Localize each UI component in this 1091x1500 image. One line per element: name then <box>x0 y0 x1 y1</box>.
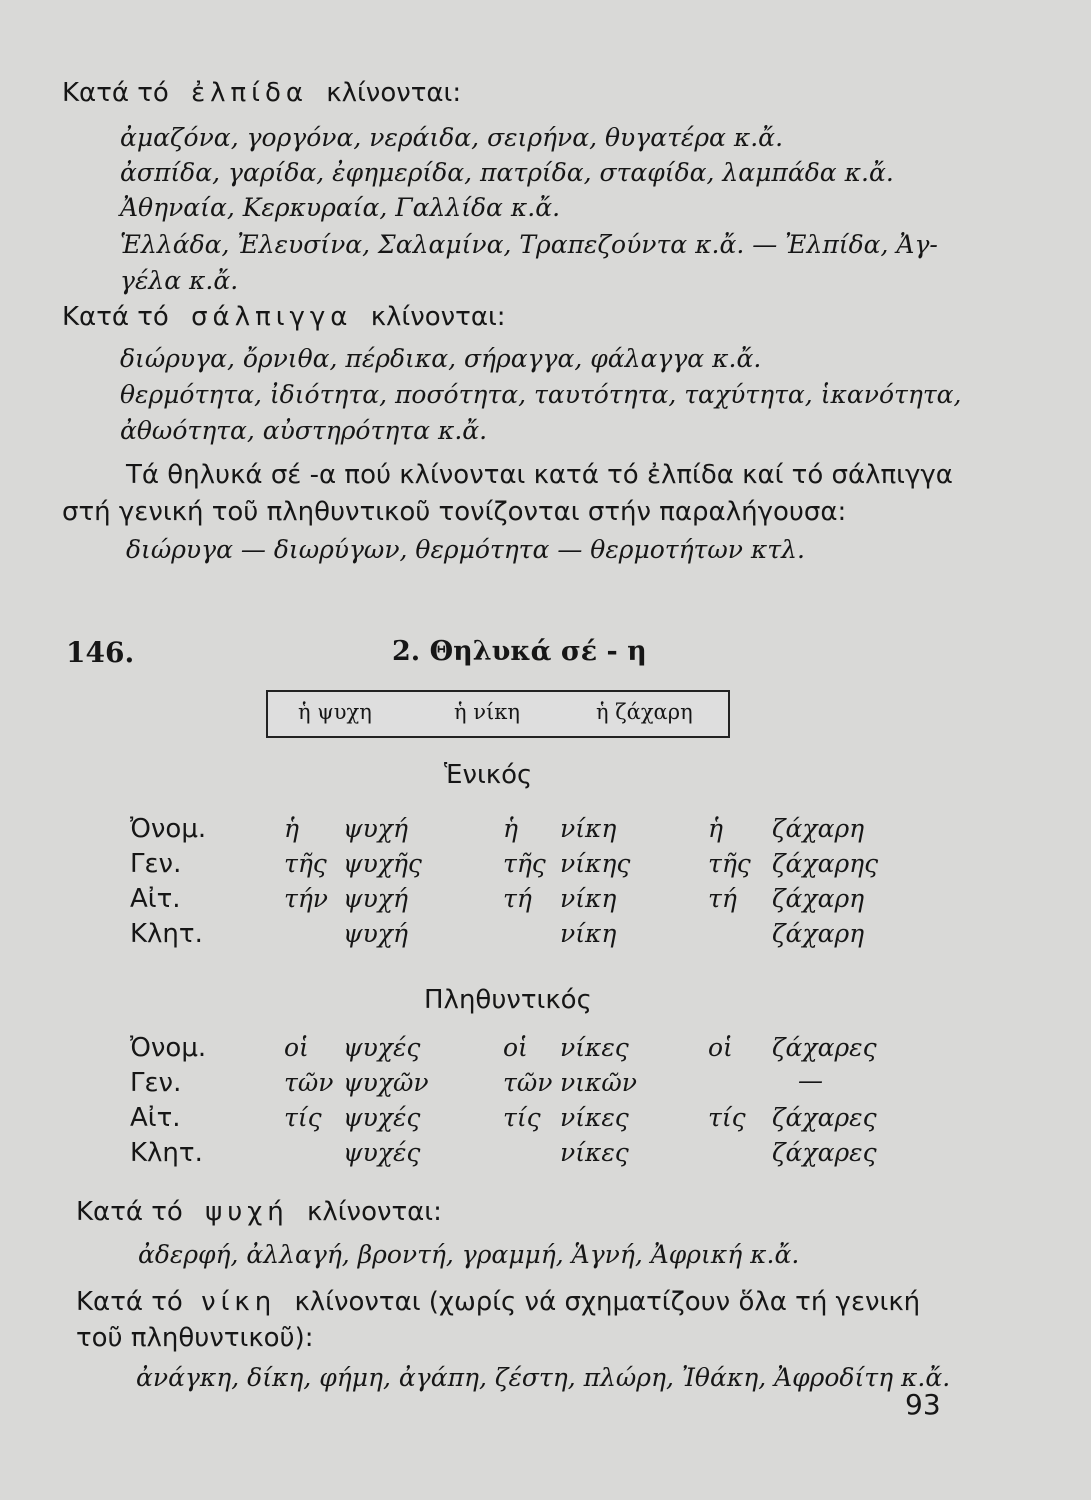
intro-text: κλίνονται: <box>326 78 462 108</box>
word-form: ζάχαρης <box>772 849 879 878</box>
intro-text: Κατά τό <box>62 302 169 332</box>
word-form: ζάχαρη <box>772 814 865 843</box>
rule-example: διώρυγα — διωρύγων, θερμότητα — θερμοτήτων κτλ. <box>126 535 805 564</box>
word-form: ψυχές <box>343 1103 421 1132</box>
plural-header: Πληθυντικός <box>424 985 592 1015</box>
article: τή <box>503 884 532 913</box>
intro-text: Κατά τό <box>76 1197 183 1227</box>
word-form: νικῶν <box>560 1068 637 1097</box>
word-form: νίκη <box>560 814 617 843</box>
niki-intro-continued: τοῦ πληθυντικοῦ): <box>76 1323 314 1353</box>
case-label: Αἰτ. <box>130 1103 181 1133</box>
elpida-intro <box>62 78 461 108</box>
example-line: ἀμαζόνα, γοργόνα, νεράιδα, σειρήνα, θυγατέρα κ.ἄ. <box>120 123 784 152</box>
case-label: Γεν. <box>130 1068 182 1098</box>
model-word: σάλπιγγα <box>191 302 353 332</box>
word-form: ψυχή <box>343 814 408 843</box>
word-form: νίκη <box>560 884 617 913</box>
word-form: ψυχές <box>343 1033 421 1062</box>
case-label: Αἰτ. <box>130 884 181 914</box>
section-title <box>392 636 647 667</box>
intro-text: κλίνονται: <box>307 1197 442 1227</box>
rule-line: Τά θηλυκά σέ -α πού κλίνονται κατά τό ἐλπίδα καί τό σάλπιγγα <box>126 460 953 490</box>
word-form: νίκες <box>560 1138 629 1167</box>
article: τή <box>708 884 737 913</box>
model-word: νίκη <box>201 1287 277 1317</box>
example-line: ἀνάγκη, δίκη, φήμη, ἀγάπη, ζέστη, πλώρη, Ἰθάκη, Ἀφροδίτη κ.ἄ. <box>136 1363 951 1392</box>
psychi-intro <box>76 1197 442 1227</box>
article: τῆς <box>708 849 751 878</box>
niki-intro <box>76 1287 920 1317</box>
example-line: διώρυγα, ὄρνιθα, πέρδικα, σήραγγα, φάλαγγα κ.ἄ. <box>120 344 762 373</box>
intro-text: Κατά τό <box>76 1287 183 1317</box>
article: οἱ <box>284 1033 309 1062</box>
article: τήν <box>284 884 329 913</box>
article: οἱ <box>503 1033 528 1062</box>
rule-line: στή γενική τοῦ πληθυντικοῦ τονίζονται στήν παραλήγουσα: <box>62 497 847 527</box>
box-word: ἡ ζάχαρη <box>596 700 693 724</box>
example-line: ἀσπίδα, γαρίδα, ἐφημερίδα, πατρίδα, σταφίδα, λαμπάδα κ.ἄ. <box>120 158 894 187</box>
article: τῆς <box>284 849 327 878</box>
section-number: 146. <box>66 636 135 669</box>
word-form: νίκες <box>560 1033 629 1062</box>
case-label: Ὀνομ. <box>130 1033 207 1063</box>
box-word: ἡ νίκη <box>454 700 520 724</box>
model-word: ψυχή <box>205 1197 289 1227</box>
word-form: — <box>798 1066 823 1095</box>
article: τίς <box>284 1103 322 1132</box>
example-line: Ἑλλάδα, Ἐλευσίνα, Σαλαμίνα, Τραπεζούντα κ.ἄ. — Ἐλπίδα, Ἀγ- <box>120 230 938 259</box>
article: ἡ <box>503 814 518 843</box>
intro-text: Κατά τό <box>62 78 169 108</box>
case-label: Γεν. <box>130 849 182 879</box>
article: ἡ <box>708 814 723 843</box>
word-form: ψυχή <box>343 884 408 913</box>
word-form: ψυχῶν <box>343 1068 429 1097</box>
section-title-text: 2. Θηλυκά σέ - η <box>392 636 647 667</box>
case-label: Κλητ. <box>130 1138 203 1168</box>
page-number: 93 <box>905 1388 941 1421</box>
model-word: ἐλπίδα <box>191 78 309 108</box>
word-form: ζάχαρη <box>772 884 865 913</box>
example-line: γέλα κ.ἄ. <box>120 266 239 295</box>
word-form: νίκη <box>560 919 617 948</box>
word-form: ψυχῆς <box>343 849 422 878</box>
case-label: Κλητ. <box>130 919 203 949</box>
intro-text: κλίνονται (χωρίς νά σχηματίζουν ὅλα τή γενική <box>294 1287 921 1317</box>
singular-header: Ἑνικός <box>444 760 533 790</box>
example-line: Ἀθηναία, Κερκυραία, Γαλλίδα κ.ἄ. <box>120 193 561 222</box>
article: τῶν <box>284 1068 334 1097</box>
article: τῆς <box>503 849 546 878</box>
word-form: νίκες <box>560 1103 629 1132</box>
article: τίς <box>708 1103 746 1132</box>
word-form: ζάχαρες <box>772 1138 877 1167</box>
example-line: ἀθωότητα, αὐστηρότητα κ.ἄ. <box>120 416 488 445</box>
article: οἱ <box>708 1033 733 1062</box>
case-label: Ὀνομ. <box>130 814 207 844</box>
word-form: ψυχή <box>343 919 408 948</box>
article: τίς <box>503 1103 541 1132</box>
intro-text: κλίνονται: <box>370 302 506 332</box>
example-line: θερμότητα, ἰδιότητα, ποσότητα, ταυτότητα, ταχύτητα, ἱκανότητα, <box>120 380 962 409</box>
word-form: ψυχές <box>343 1138 421 1167</box>
word-form: ζάχαρη <box>772 919 865 948</box>
word-form: ζάχαρες <box>772 1033 877 1062</box>
article: ἡ <box>284 814 299 843</box>
article: τῶν <box>503 1068 553 1097</box>
salpinga-intro <box>62 302 506 332</box>
example-line: ἀδερφή, ἀλλαγή, βροντή, γραμμή, Ἁγνή, Ἀφρική κ.ἄ. <box>138 1240 800 1269</box>
box-word: ἡ ψυχη <box>298 700 372 724</box>
word-form: νίκης <box>560 849 631 878</box>
paradigm-box <box>266 690 730 738</box>
word-form: ζάχαρες <box>772 1103 877 1132</box>
